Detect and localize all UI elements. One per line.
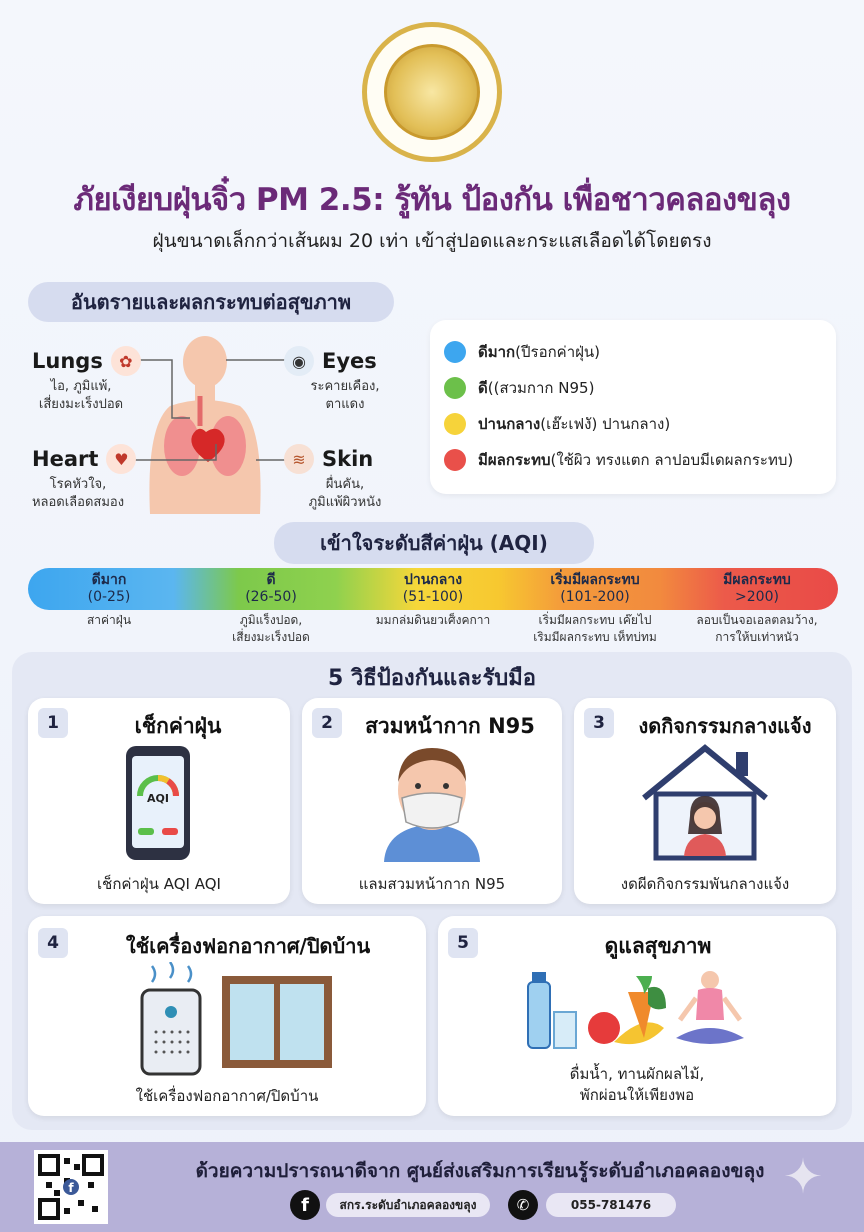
- facebook-icon[interactable]: f: [290, 1190, 320, 1220]
- legend-label: ดีมาก: [478, 343, 516, 361]
- aqi-level-starting-impact: เริ่มมีผลกระทบ (101-200): [550, 572, 640, 605]
- sparkle-icon: ✦: [782, 1149, 824, 1205]
- card-caption: ใช้เครื่องฟอกอากาศ/ปิดบ้าน: [135, 1087, 319, 1105]
- organ-connector-lines: [120, 356, 310, 466]
- legend-note: ((สวมกาก N95): [487, 379, 595, 397]
- aqi-desc-starting-impact: เริ่มมีผลกระทบ เค๊ยไป เริมมีผลกระทบ เห็ทบ่ทม: [533, 613, 657, 644]
- skin-icon: ≋: [284, 444, 314, 474]
- legend-dot: [444, 413, 466, 435]
- aqi-level-moderate: ปานกลาง (51-100): [402, 572, 464, 605]
- window-icon: [220, 974, 334, 1070]
- card-caption: งดผีดกิจกรรมพันกลางแจ้ง: [620, 875, 790, 893]
- aqi-desc-moderate: มมกล่มดินยวเศ็งคกาา: [375, 613, 491, 627]
- footer-credit: ด้วยความปรารถนาดีจาก ศูนย์ส่งเสริมการเรียนรู้ระดับอำเภอคลองขลุง: [195, 1160, 765, 1182]
- phone-aqi-text: AQI: [147, 792, 169, 805]
- aqi-level-impact: มีผลกระทบ >200): [723, 572, 791, 605]
- skin-label: Skin: [322, 447, 374, 471]
- legend-note: (ปีรอกค่าฝุ่น): [515, 343, 601, 361]
- aqi-level-good: ดี (26-50): [245, 572, 297, 605]
- facebook-page-link[interactable]: สกร.ระดับอำเภอคลองขลุง: [326, 1193, 490, 1217]
- card-wear-mask: [302, 698, 562, 904]
- svg-text:f: f: [68, 1181, 74, 1195]
- legend-dot: [444, 377, 466, 399]
- legend-note: (ใช้ผิว ทรงแตก ลาปอบมีเดผลกระทบ): [550, 451, 794, 469]
- house-icon: [640, 742, 770, 862]
- card-title: ใช้เครื่องฟอกอากาศ/ปิดบ้าน: [125, 934, 371, 958]
- card-check-aqi: [28, 698, 290, 904]
- eyes-description: ระคายเคือง, ตาแดง: [310, 379, 380, 412]
- step-number: 2: [312, 708, 342, 738]
- qr-code-icon[interactable]: [34, 1150, 108, 1224]
- eyes-label: Eyes: [322, 349, 377, 373]
- lungs-label: Lungs: [32, 349, 103, 373]
- legend-label: ดี: [478, 379, 488, 397]
- heart-label: Heart: [32, 447, 99, 471]
- meditation-icon: [674, 968, 746, 1052]
- face-mask-icon: [380, 742, 484, 862]
- step-number: 3: [584, 708, 614, 738]
- legend-dot: [444, 341, 466, 363]
- aqi-color-scale: [28, 568, 838, 610]
- page-subtitle: ฝุ่นขนาดเล็กกว่าเส้นผม 20 เท่า เข้าสู่ปอดและกระแสเลือดได้โดยตรง: [152, 230, 712, 252]
- card-air-purifier: [28, 916, 426, 1116]
- eye-icon: ◉: [284, 346, 314, 376]
- legend-row-moderate: [444, 406, 822, 442]
- card-caption: เช็กค่าฝุ่น AQI AQI: [97, 875, 221, 893]
- card-caption: แลมสวมหน้ากาก N95: [358, 875, 506, 893]
- lungs-description: ไอ, ภูมิแพ้, เสี่ยงมะเร็งปอด: [38, 379, 124, 412]
- page-title: ภัยเงียบฝุ่นจิ๋ว PM 2.5: รู้ทัน ป้องกัน เพื่อชาวคลองขลุง: [73, 182, 791, 218]
- organization-seal-logo: [362, 22, 502, 162]
- water-bottle-icon: [526, 972, 580, 1052]
- legend-row-very-good: [444, 334, 822, 370]
- card-caption: ดื่มน้ำ, ทานผักผลไม้, พักผ่อนให้เพียงพอ: [569, 1065, 705, 1104]
- card-title: ดูแลสุขภาพ: [604, 934, 712, 958]
- air-purifier-icon: [132, 962, 212, 1076]
- step-number: 1: [38, 708, 68, 738]
- aqi-desc-impact: ลอบเป็นจอเอลตลมว้าง, การให้บเท่าหนัว: [696, 613, 818, 644]
- aqi-desc-very-good: สาค่าฝุ่น: [86, 613, 132, 627]
- aqi-desc-good: ภูมิแร็งปอด, เสี่ยงมะเร็งปอด: [232, 613, 310, 644]
- card-title: สวมหน้ากาก N95: [365, 714, 535, 738]
- risk-level-legend: [430, 320, 836, 494]
- legend-label: มีผลกระทบ: [478, 451, 551, 469]
- legend-label: ปานกลาง: [478, 415, 541, 433]
- skin-description: ผื่นคัน, ภูมิแพ้ผิวหนัง: [308, 477, 382, 510]
- aqi-level-descriptions: [28, 612, 838, 646]
- phone-icon[interactable]: ✆: [508, 1190, 538, 1220]
- vegetables-icon: [584, 972, 668, 1052]
- legend-row-good: [444, 370, 822, 406]
- card-health-care: [438, 916, 836, 1116]
- legend-note: (เฮ๊ะเฟงั) ปานกลาง): [540, 415, 671, 433]
- legend-dot: [444, 449, 466, 471]
- smartphone-icon: [124, 744, 192, 862]
- aqi-section-heading: เข้าใจระดับสีค่าฝุ่น (AQI): [274, 522, 594, 564]
- card-avoid-outdoor: [574, 698, 836, 904]
- lungs-icon: ✿: [111, 346, 141, 376]
- step-number: 5: [448, 928, 478, 958]
- heart-icon: ♥: [106, 444, 136, 474]
- step-number: 4: [38, 928, 68, 958]
- heart-description: โรคหัวใจ, หลอดเลือดสมอง: [31, 477, 125, 510]
- legend-row-impact: [444, 442, 822, 478]
- card-title: งดกิจกรรมกลางแจ้ง: [638, 714, 812, 738]
- card-title: เช็กค่าฝุ่น: [134, 714, 222, 738]
- prevention-heading: 5 วิธีป้องกันและรับมือ: [327, 666, 536, 691]
- health-section-heading: อันตรายและผลกระทบต่อสุขภาพ: [28, 282, 394, 322]
- qr-pattern: [38, 1154, 104, 1220]
- phone-number[interactable]: 055-781476: [546, 1193, 676, 1217]
- aqi-level-very-good: ดีมาก (0-25): [87, 572, 131, 605]
